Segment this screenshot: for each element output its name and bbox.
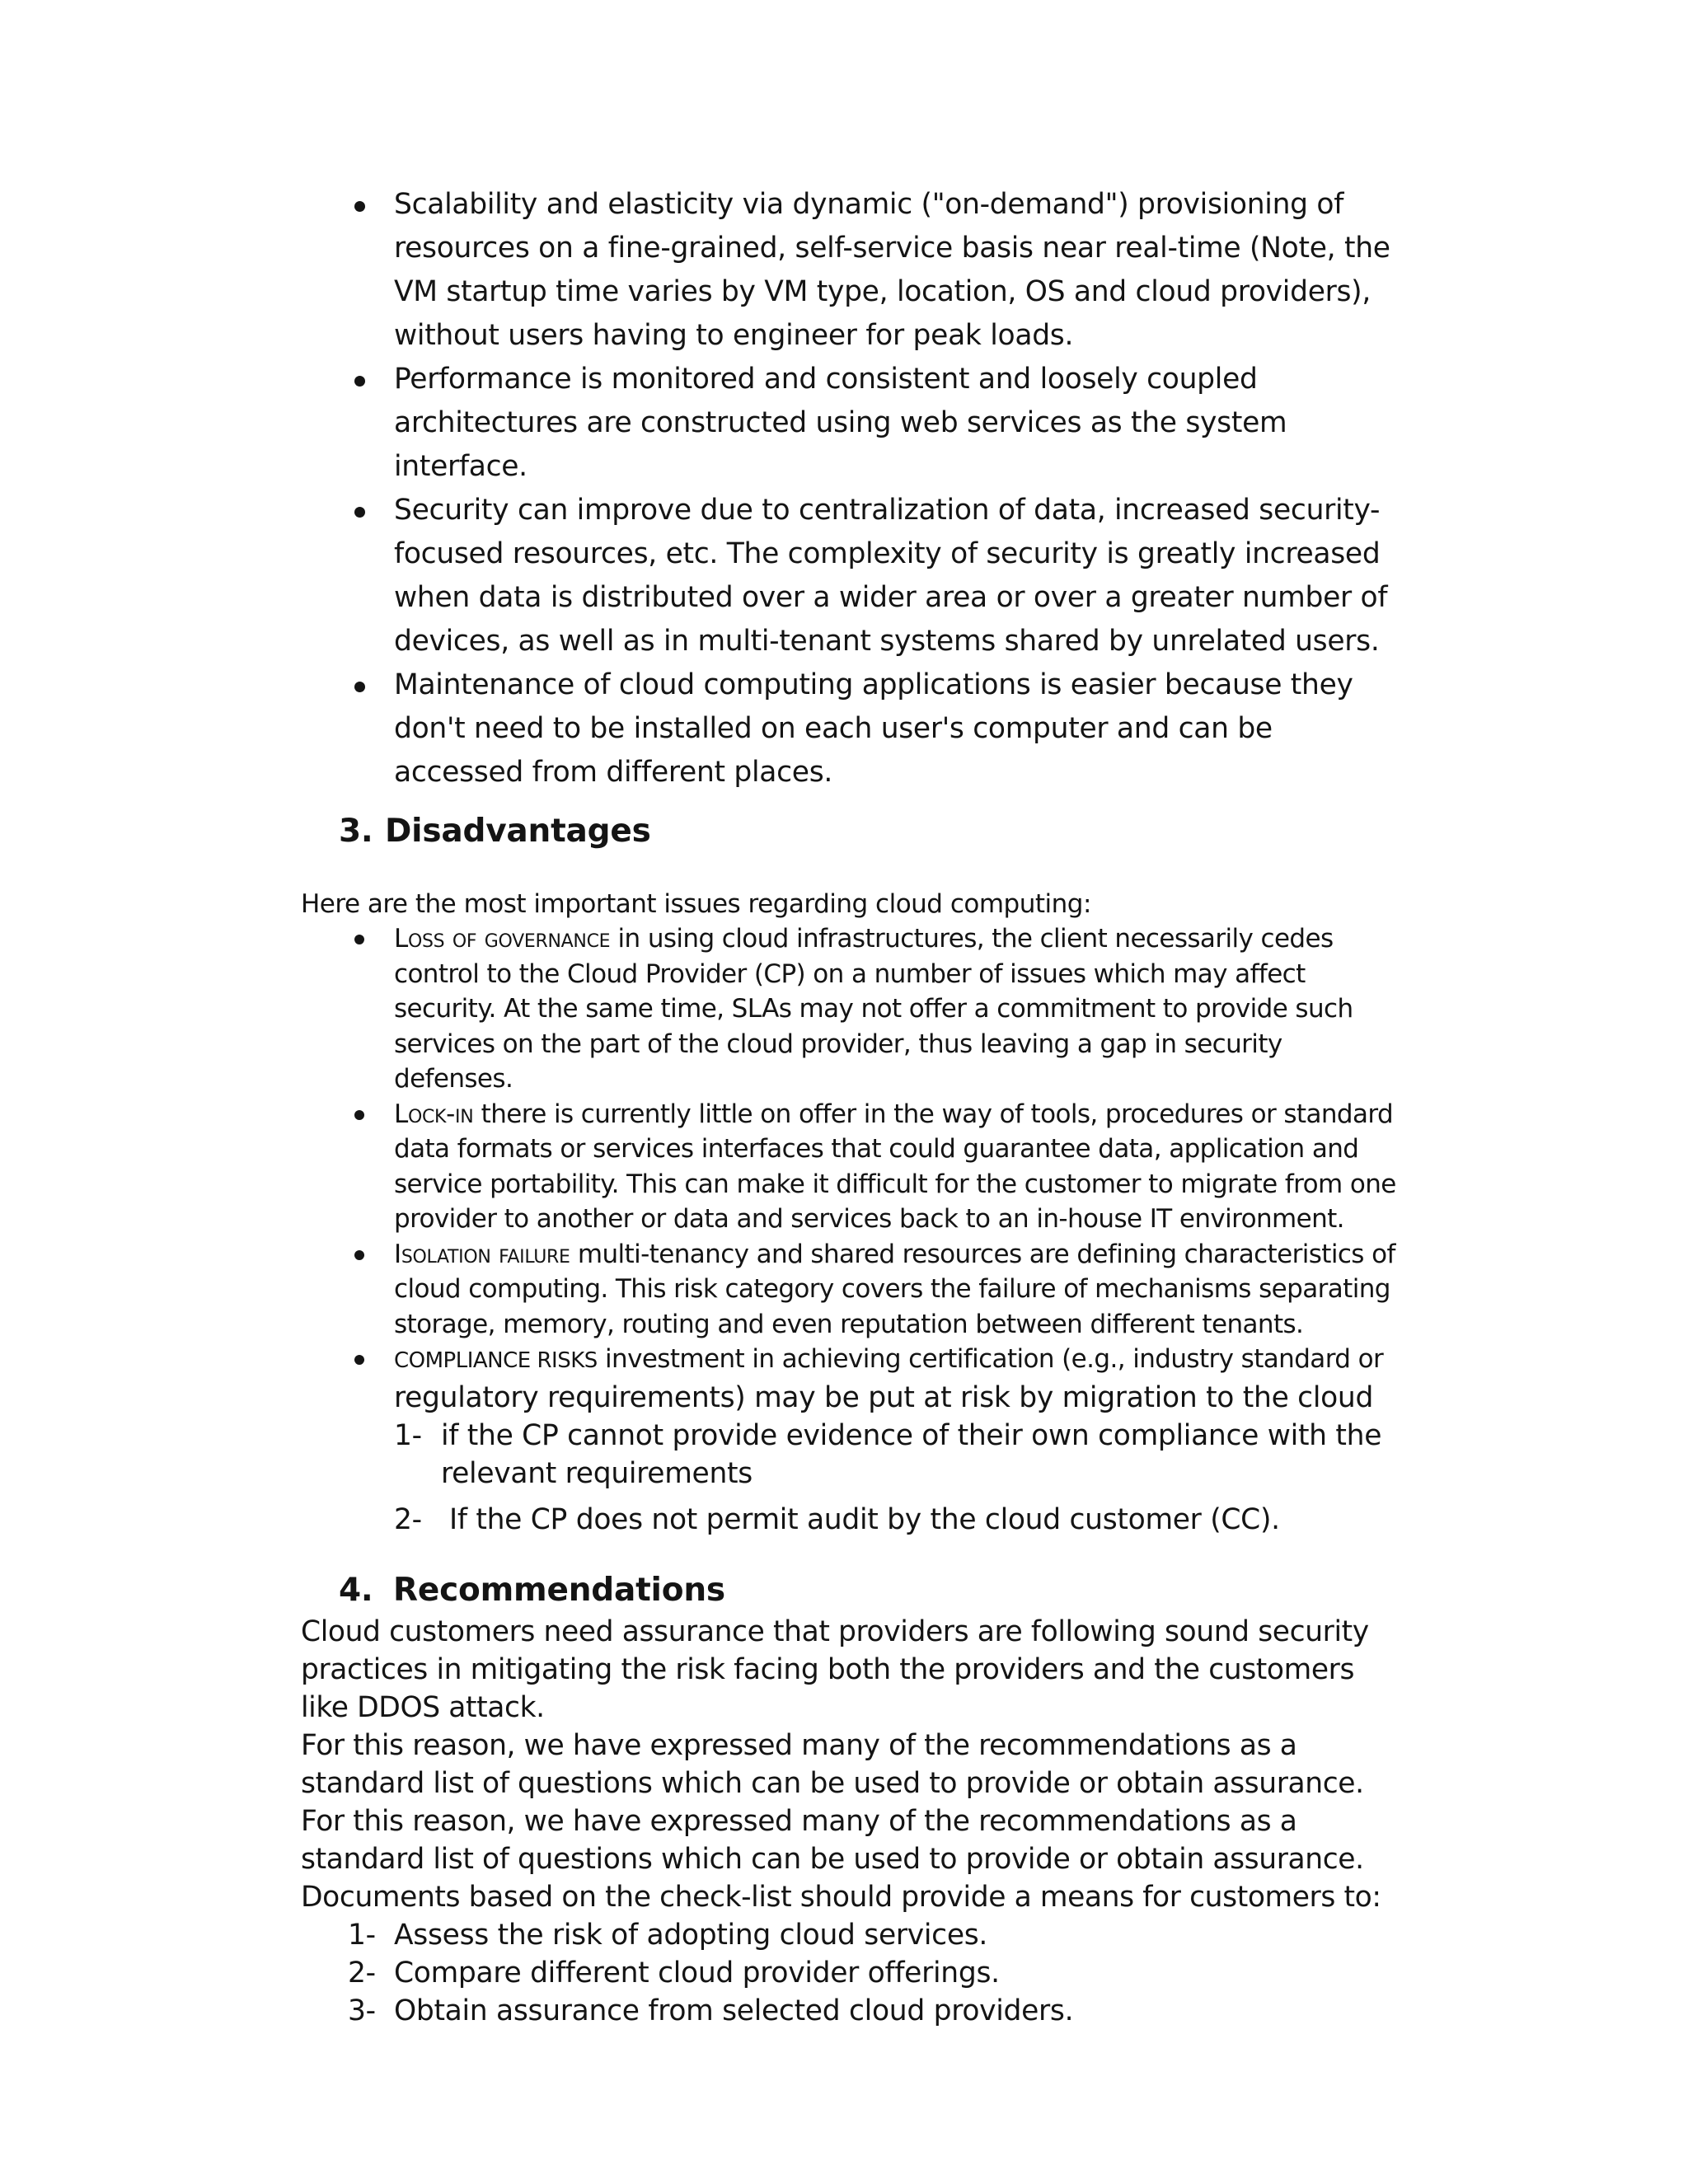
list-item: Scalability and elasticity via dynamic ("on-demand") provisioning of resources on a fine-grained, self-service basis near real-time (Note, the VM startup time varies by VM type, location, OS and cloud providers), without users having to engineer for peak loads. [301,183,1397,358]
list-item: Maintenance of cloud computing applications is easier because they don't need to be installed on each user's computer and can be accessed from different places. [301,663,1397,794]
list-item: Security can improve due to centralization of data, increased security-focused resources, etc. The complexity of security is greatly increased when data is distributed over a wider area or over a greater number of devices, as well as in multi-tenant systems shared by unrelated users. [301,489,1397,663]
list-item [301,1992,1397,2030]
recommendation-steps [301,1916,1397,2030]
list-marker: 2- [394,1502,422,1536]
list-item-text: Compare different cloud provider offerings. [394,1956,1000,1990]
page-content [301,183,1397,2030]
list-item-text: Assess the risk of adopting cloud services. [394,1918,988,1952]
list-item [301,1417,1397,1493]
list-item: Performance is monitored and consistent and loosely coupled architectures are constructed using web services as the system interface. [301,358,1397,489]
issue-text: investment in achieving certification (e.g., industry standard or [597,1344,1384,1374]
issue-term: Loss of governance [394,924,611,954]
advantages-list [301,183,1397,794]
issue-text: in using cloud infrastructures, the client necessarily cedes control to the Cloud Provider (CP) on a number of issues which may affect security. At the same time, SLAs may not offer a commitment to provide such services on the part of the cloud provider, thus leaving a gap in security defenses. [394,924,1353,1094]
list-item-text: If the CP does not permit audit by the cloud customer (CC). [449,1502,1280,1536]
list-item [301,921,1397,1097]
list-marker: 1- [394,1418,422,1452]
list-item [301,1954,1397,1992]
issue-text-continued: regulatory requirements) may be put at risk by migration to the cloud [394,1380,1374,1414]
recommendations-paragraph: For this reason, we have expressed many of the recommendations as a standard list of questions which can be used to provide or obtain assurance. For this reason, we have expressed many of the recommendations as a standard list of questions which can be used to provide or obtain assurance. [301,1728,1364,1876]
section-heading-recommendations [301,1568,1397,1613]
disadvantages-intro: Here are the most important issues regarding cloud computing: [301,889,1091,919]
issue-term: COMPLIANCE RISKS [394,1348,598,1373]
list-item [301,1237,1397,1343]
issues-list [301,921,1397,1417]
issue-text: multi-tenancy and shared resources are defining characteristics of cloud computing. This risk category covers the failure of mechanisms separating storage, memory, routing and even reputation between different tenants. [394,1239,1395,1339]
list-item [301,1097,1397,1237]
section-number: 3. [339,813,373,850]
list-marker: 3- [348,1994,376,2027]
recommendations-paragraph: Documents based on the check-list should provide a means for customers to: [301,1880,1381,1914]
list-item [301,1342,1397,1417]
list-marker: 1- [348,1918,376,1952]
issue-term: Isolation failure [394,1239,570,1269]
list-item [301,1501,1397,1539]
compliance-sub-list [301,1417,1397,1539]
section-heading-disadvantages [301,809,1397,854]
section-number: 4. [339,1571,373,1609]
list-item-text: if the CP cannot provide evidence of their own compliance with the relevant requirements [441,1418,1382,1490]
section-title: Recommendations [393,1571,725,1609]
list-item-text: Obtain assurance from selected cloud providers. [394,1994,1074,2027]
recommendations-paragraph: Cloud customers need assurance that providers are following sound security practices in mitigating the risk facing both the providers and the customers like DDOS attack. [301,1615,1369,1724]
section-title: Disadvantages [385,813,651,850]
list-item [301,1916,1397,1954]
issue-term: Lock-in [394,1099,474,1129]
issue-text: there is currently little on offer in the way of tools, procedures or standard data formats or services interfaces that could guarantee data, application and service portability. This can make it difficult for the customer to migrate from one provider to another or data and services back to an in-house IT environment. [394,1099,1396,1234]
list-marker: 2- [348,1956,376,1990]
